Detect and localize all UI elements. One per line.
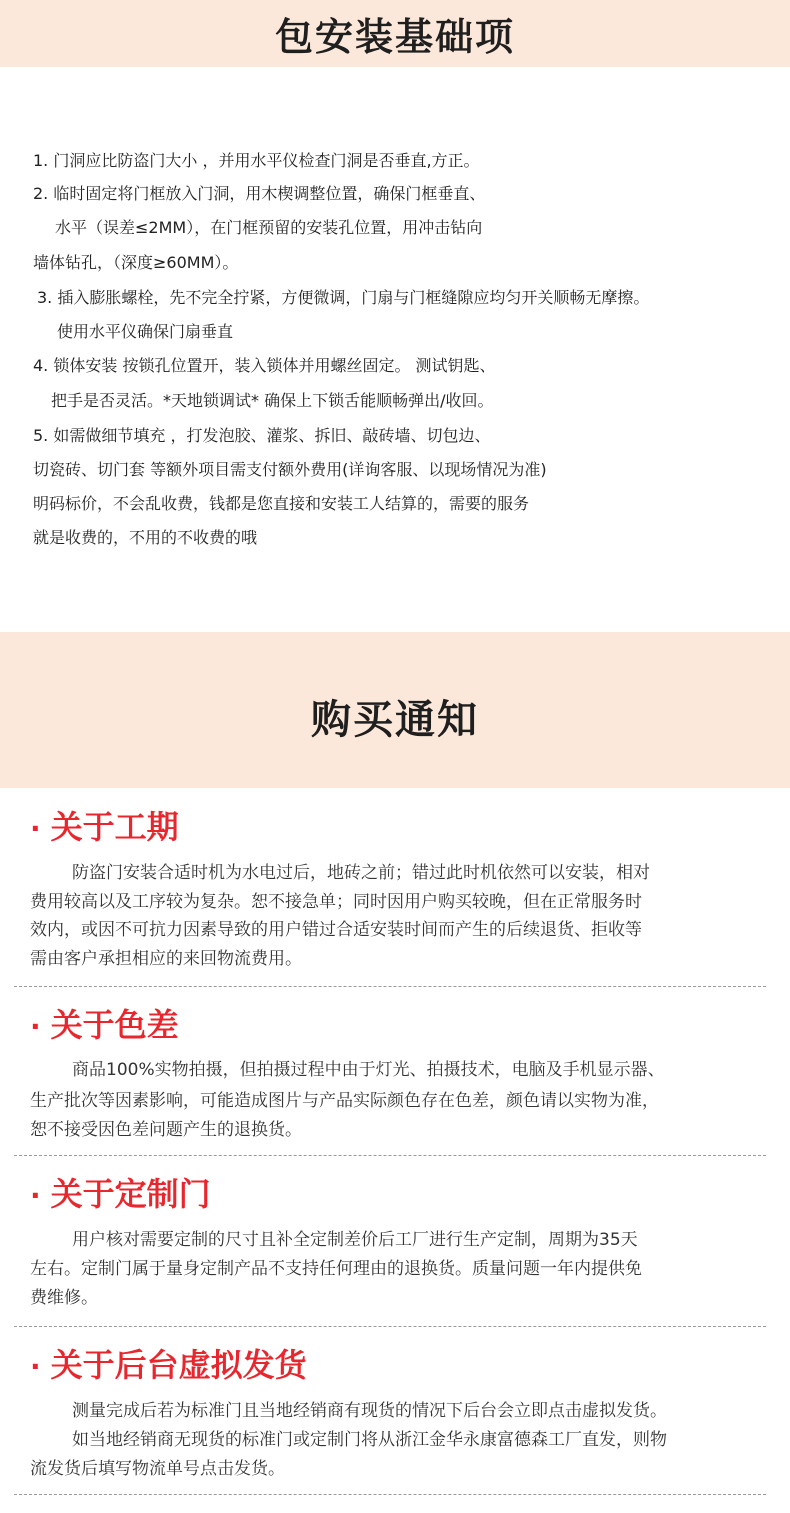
- install-line: 2. 临时固定将门框放入门洞，用木楔调整位置，确保门框垂直、: [33, 184, 486, 203]
- install-line: 切瓷砖、切门套 等额外项目需支付额外费用(详询客服、以现场情况为准): [33, 460, 547, 479]
- notice-heading: [30, 809, 179, 847]
- purchase-banner: [0, 632, 790, 788]
- install-line: 4. 锁体安装 按锁孔位置开，装入锁体并用螺丝固定。 测试钥匙、: [33, 356, 496, 375]
- divider: [14, 1326, 766, 1327]
- notice-line: 流发货后填写物流单号点击发货。: [30, 1459, 285, 1479]
- notice-line: 费用较高以及工序较为复杂。恕不接急单；同时因用户购买较晚，但在正常服务时: [30, 892, 642, 912]
- notice-line: 如当地经销商无现货的标准门或定制门将从浙江金华永康富德森工厂直发，则物: [72, 1430, 667, 1450]
- bullet-icon: ·: [30, 812, 41, 845]
- notice-line: 恕不接受因色差问题产生的退换货。: [30, 1120, 302, 1140]
- notice-line: 效内，或因不可抗力因素导致的用户错过合适安装时间而产生的后续退货、拒收等: [30, 920, 642, 940]
- notice-heading-text: 关于后台虚拟发货: [50, 1346, 307, 1384]
- divider: [14, 1494, 766, 1495]
- notice-line: 防盗门安装合适时机为水电过后，地砖之前；错过此时机依然可以安装，相对: [72, 863, 650, 883]
- notice-line: 需由客户承担相应的来回物流费用。: [30, 949, 302, 969]
- notice-line: 测量完成后若为标准门且当地经销商有现货的情况下后台会立即点击虚拟发货。: [72, 1401, 667, 1421]
- notice-heading: [30, 1007, 179, 1045]
- notice-heading-text: 关于工期: [50, 808, 179, 846]
- install-title: 包安装基础项: [274, 15, 515, 59]
- notice-line: 商品100%实物拍摄，但拍摄过程中由于灯光、拍摄技术，电脑及手机显示器、: [72, 1060, 665, 1080]
- divider: [14, 986, 766, 987]
- install-line: 墙体钻孔，（深度≥60MM）。: [33, 253, 239, 272]
- install-line: 1. 门洞应比防盗门大小 ，并用水平仪检查门洞是否垂直,方正。: [33, 151, 480, 170]
- purchase-title: 购买通知: [311, 696, 479, 743]
- install-line: 水平（误差≤2MM），在门框预留的安装孔位置，用冲击钻向: [55, 218, 483, 237]
- notice-line: 费维修。: [30, 1288, 98, 1308]
- install-line: 明码标价，不会乱收费，钱都是您直接和安装工人结算的，需要的服务: [33, 494, 530, 513]
- notice-line: 用户核对需要定制的尺寸且补全定制差价后工厂进行生产定制，周期为35天: [72, 1230, 638, 1250]
- install-banner: [0, 0, 790, 67]
- install-line: 使用水平仪确保门扇垂直: [57, 322, 234, 341]
- bullet-icon: ·: [30, 1010, 41, 1043]
- notice-line: 左右。定制门属于量身定制产品不支持任何理由的退换货。质量问题一年内提供免: [30, 1259, 642, 1279]
- divider: [14, 1155, 766, 1156]
- notice-heading-text: 关于色差: [50, 1006, 179, 1044]
- install-line: 把手是否灵活。*天地锁调试* 确保上下锁舌能顺畅弹出/收回。: [51, 391, 494, 410]
- notice-line: 生产批次等因素影响，可能造成图片与产品实际颜色存在色差，颜色请以实物为准，: [30, 1091, 659, 1111]
- notice-heading: [30, 1176, 211, 1214]
- notice-heading-text: 关于定制门: [50, 1175, 211, 1213]
- notice-heading: [30, 1347, 307, 1385]
- bullet-icon: ·: [30, 1350, 41, 1383]
- install-line: 就是收费的，不用的不收费的哦: [33, 528, 258, 547]
- bullet-icon: ·: [30, 1179, 41, 1212]
- install-line: 3. 插入膨胀螺栓，先不完全拧紧，方便微调，门扇与门框缝隙应均匀开关顺畅无摩擦。: [37, 288, 650, 307]
- install-line: 5. 如需做细节填充 ，打发泡胶、灌浆、拆旧、敲砖墙、切包边、: [33, 426, 491, 445]
